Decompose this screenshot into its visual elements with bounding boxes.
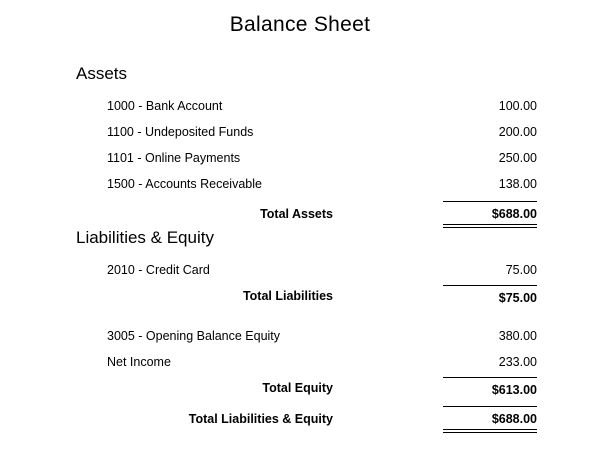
account-name: 1100 - Undeposited Funds [107, 125, 254, 139]
account-name: 3005 - Opening Balance Equity [107, 329, 281, 343]
account-amount: 100.00 [498, 99, 537, 113]
account-name: Net Income [107, 355, 171, 369]
subtotal-rule [443, 377, 537, 378]
total-assets-label: Total Assets [260, 207, 333, 221]
account-name: 2010 - Credit Card [107, 263, 210, 277]
account-name: 1000 - Bank Account [107, 99, 223, 113]
total-equity-amount: $613.00 [491, 383, 537, 397]
subtotal-rule [443, 406, 537, 407]
total-equity-label: Total Equity [262, 381, 333, 395]
subtotal-rule [443, 201, 537, 202]
report-title: Balance Sheet [229, 13, 371, 36]
total-double-rule [443, 429, 537, 433]
account-amount: 250.00 [498, 151, 537, 165]
account-name: 1500 - Accounts Receivable [107, 177, 262, 191]
total-double-rule [443, 224, 537, 228]
subtotal-rule [443, 285, 537, 286]
total-liabilities-equity-label: Total Liabilities & Equity [188, 412, 333, 426]
total-liabilities-amount: $75.00 [498, 291, 537, 305]
account-amount: 380.00 [498, 329, 537, 343]
total-liabilities-equity-amount: $688.00 [491, 412, 537, 426]
account-amount: 138.00 [498, 177, 537, 191]
liabilities-equity-heading: Liabilities & Equity [76, 228, 214, 247]
total-liabilities-label: Total Liabilities [242, 289, 333, 303]
assets-heading: Assets [76, 64, 128, 83]
account-amount: 233.00 [498, 355, 537, 369]
account-amount: 200.00 [498, 125, 537, 139]
account-amount: 75.00 [505, 263, 537, 277]
total-assets-amount: $688.00 [491, 207, 537, 221]
account-name: 1101 - Online Payments [107, 151, 241, 165]
